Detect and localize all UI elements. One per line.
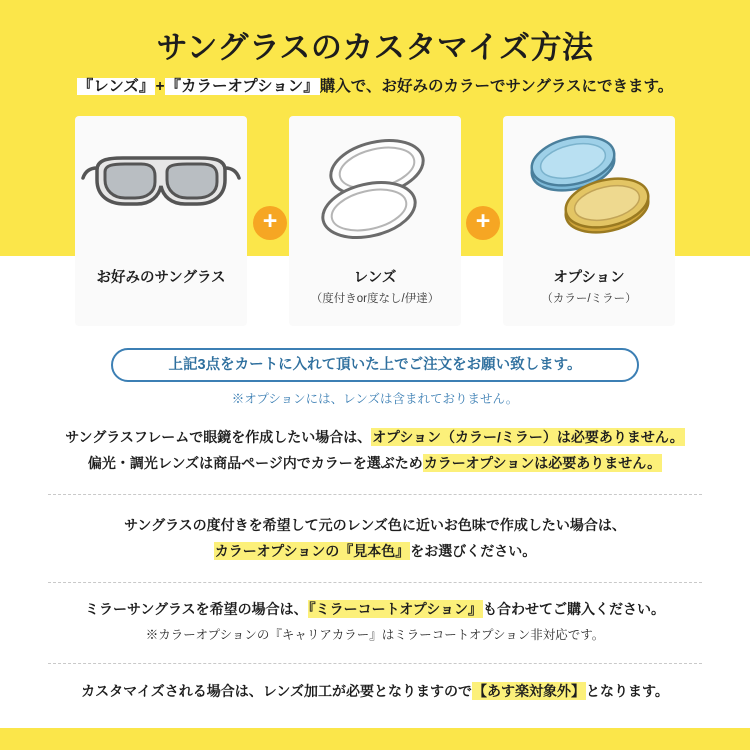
text-segment: ミラーサングラスを希望の場合は、 [85,601,308,617]
card-label-option: オプション [553,270,625,286]
hero-sub-part-tail: 購入で、お好みのカラーでサングラスにできます。 [319,78,674,95]
divider [48,494,702,495]
info-line [45,424,705,450]
sunglasses-frame-icon [75,122,247,252]
info-block-4 [45,678,705,704]
text-segment: も合わせてご購入ください。 [482,601,665,617]
hero-sub-part-plus: + [155,78,165,95]
hero-sub-part-lens: 『レンズ』 [77,78,155,95]
hero-subtitle [0,74,750,96]
card-lens [289,116,461,326]
text-segment: をお選びください。 [410,543,537,559]
text-segment: ※カラーオプションの『キャリアカラー』はミラーコートオプション非対応です。 [145,628,605,642]
bottom-yellow-strip [0,728,750,750]
info-block-1 [45,424,705,476]
text-segment-highlight: カラーオプションは必要ありません。 [423,455,662,471]
text-segment-highlight: 【あす楽対象外】 [472,683,585,699]
plus-icon-2: + [466,206,500,240]
hero-sub-part-coloroption: 『カラーオプション』 [165,78,319,95]
text-segment: サングラスの度付きを希望して元のレンズ色に近いお色味で作成したい場合は、 [124,517,626,533]
card-sublabel-option: （カラー/ミラー） [541,293,637,305]
info-line [45,512,705,538]
info-line-note [45,622,705,648]
info-line [45,596,705,622]
text-segment: カスタマイズされる場合は、レンズ加工が必要となりますので [81,683,472,699]
text-segment-highlight: 『ミラーコートオプション』 [308,601,482,617]
text-segment-highlight: カラーオプションの『見本色』 [214,543,410,559]
color-option-discs-icon [503,122,675,252]
info-block-2 [45,512,705,564]
page-title: サングラスのカスタマイズ方法 [156,30,594,65]
divider [48,663,702,664]
info-line [45,538,705,564]
product-cards-row [0,116,750,331]
text-segment: サングラスフレームで眼鏡を作成したい場合は、 [65,429,372,445]
card-label-lens: レンズ [353,270,397,286]
divider [48,582,702,583]
cart-instruction-pill: 上記3点をカートに入れて頂いた上でご注文をお願い致します。 [111,348,639,382]
option-note: ※オプションには、レンズは含まれておりません。 [231,392,519,406]
plus-icon-1: + [253,206,287,240]
text-segment: となります。 [585,683,669,699]
info-block-3 [45,596,705,648]
card-label-sunglasses: お好みのサングラス [96,270,226,286]
card-sublabel-lens: （度付きor度なし/伊達） [310,293,440,305]
info-line [45,450,705,476]
card-sunglasses [75,116,247,326]
lens-pair-icon [289,122,461,252]
card-option [503,116,675,326]
text-segment: 偏光・調光レンズは商品ページ内でカラーを選ぶため [87,455,423,471]
info-line [45,678,705,704]
text-segment-highlight: オプション（カラー/ミラー）は必要ありません。 [372,429,684,445]
